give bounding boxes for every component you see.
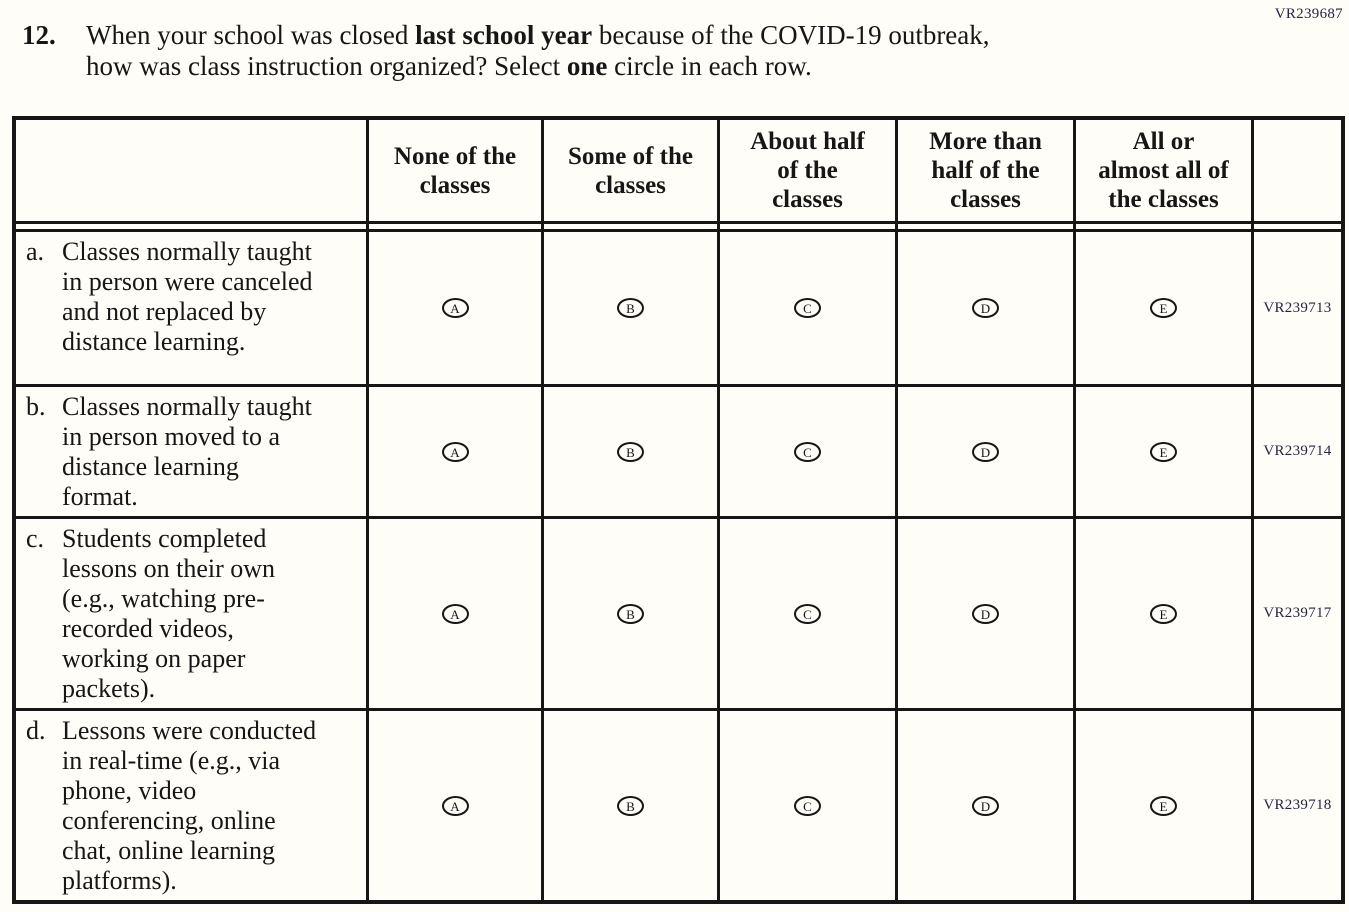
header-line: About half [750, 128, 865, 155]
row-c-option-cell-D [895, 516, 1073, 708]
double-rule-spacer [1251, 224, 1341, 232]
header-code-column-empty [1251, 120, 1341, 224]
row-d-letter: d. [26, 716, 46, 745]
row-d-option-cell-E [1073, 708, 1251, 900]
answer-bubble-E[interactable]: E [1150, 442, 1177, 462]
question-line1-pre: When your school was closed [86, 20, 416, 50]
row-c-text: Students completed lessons on their own (e.g., watching pre-recorded videos, working on paper packets). [62, 524, 276, 703]
row-c-option-cell-A [366, 516, 541, 708]
row-c-label [16, 516, 366, 708]
row-a-option-cell-B [541, 232, 717, 384]
row-c-option-cell-E [1073, 516, 1251, 708]
header-line: None of the [393, 142, 517, 170]
answer-bubble-E[interactable]: E [1150, 604, 1177, 624]
answer-bubble-D[interactable]: D [972, 796, 999, 816]
double-rule-spacer [366, 224, 541, 232]
header-line: More than [929, 128, 1042, 155]
row-a-option-cell-C [717, 232, 895, 384]
row-a-vr-code: VR239713 [1251, 232, 1341, 384]
row-a-option-cell-E [1073, 232, 1251, 384]
header-line: All or [1132, 128, 1195, 155]
answer-bubble-C[interactable]: C [794, 442, 821, 462]
row-d-text: Lessons were conducted in real-time (e.g., via phone, video conferencing, online chat, online learning platforms). [62, 716, 317, 895]
header-none-of-the-classes [366, 120, 541, 224]
row-d-label [16, 708, 366, 900]
row-b-text: Classes normally taught in person moved to a distance learning format. [62, 392, 312, 511]
answer-bubble-B[interactable]: B [617, 298, 644, 318]
answer-bubble-B[interactable]: B [617, 796, 644, 816]
row-d-vr-code: VR239718 [1251, 708, 1341, 900]
header-line: almost all of [1098, 157, 1229, 184]
row-b-option-cell-B [541, 384, 717, 516]
header-line: half of the [931, 157, 1040, 184]
answer-bubble-B[interactable]: B [617, 604, 644, 624]
row-c-option-cell-B [541, 516, 717, 708]
header-line: classes [950, 186, 1021, 213]
header-some-of-the-classes [541, 120, 717, 224]
header-line: of the [777, 157, 838, 184]
double-rule-spacer [1073, 224, 1251, 232]
answer-bubble-C[interactable]: C [794, 604, 821, 624]
row-c-vr-code: VR239717 [1251, 516, 1341, 708]
question-line1-post: because of the COVID-19 outbreak, [592, 20, 990, 50]
question-block [0, 0, 1349, 82]
row-b-vr-code: VR239714 [1251, 384, 1341, 516]
header-line: the classes [1108, 186, 1219, 213]
question-line1-bold: last school year [415, 20, 593, 50]
answer-bubble-E[interactable]: E [1150, 796, 1177, 816]
row-d-option-cell-D [895, 708, 1073, 900]
row-a-option-cell-A [366, 232, 541, 384]
answer-matrix-table [12, 116, 1345, 904]
row-d-option-cell-B [541, 708, 717, 900]
header-line: classes [595, 171, 666, 199]
header-line: Some of the [568, 142, 693, 170]
answer-bubble-C[interactable]: C [794, 298, 821, 318]
question-number: 12. [22, 20, 56, 50]
row-b-option-cell-C [717, 384, 895, 516]
answer-bubble-A[interactable]: A [442, 442, 469, 462]
header-empty-cell [16, 120, 366, 224]
answer-bubble-A[interactable]: A [442, 298, 469, 318]
question-line2-post: circle in each row. [607, 51, 812, 81]
double-rule-spacer [541, 224, 717, 232]
answer-bubble-B[interactable]: B [617, 442, 644, 462]
row-d-option-cell-A [366, 708, 541, 900]
answer-bubble-A[interactable]: A [442, 796, 469, 816]
header-more-than-half-of-the-classes [895, 120, 1073, 224]
row-a-label [16, 232, 366, 384]
question-text [86, 20, 990, 82]
row-a-text: Classes normally taught in person were canceled and not replaced by distance learning. [62, 237, 313, 356]
double-rule-spacer [717, 224, 895, 232]
row-c-letter: c. [26, 524, 45, 553]
answer-bubble-A[interactable]: A [442, 604, 469, 624]
row-b-letter: b. [26, 392, 46, 421]
question-line2-pre: how was class instruction organized? Select [86, 51, 567, 81]
row-b-option-cell-A [366, 384, 541, 516]
header-line: classes [772, 186, 843, 213]
answer-bubble-E[interactable]: E [1150, 298, 1177, 318]
question-line2-bold: one [566, 51, 608, 81]
answer-bubble-D[interactable]: D [972, 298, 999, 318]
double-rule-spacer [895, 224, 1073, 232]
row-a-letter: a. [26, 237, 45, 266]
header-line: classes [419, 171, 491, 199]
row-d-option-cell-C [717, 708, 895, 900]
answer-bubble-C[interactable]: C [794, 796, 821, 816]
header-all-or-almost-all-of-the-classes [1073, 120, 1251, 224]
row-b-label [16, 384, 366, 516]
row-c-option-cell-C [717, 516, 895, 708]
answer-bubble-D[interactable]: D [972, 604, 999, 624]
row-b-option-cell-E [1073, 384, 1251, 516]
header-about-half-of-the-classes [717, 120, 895, 224]
row-a-option-cell-D [895, 232, 1073, 384]
answer-bubble-D[interactable]: D [972, 442, 999, 462]
double-rule-spacer [16, 224, 366, 232]
page-corner-code: VR239687 [1274, 6, 1343, 22]
row-b-option-cell-D [895, 384, 1073, 516]
